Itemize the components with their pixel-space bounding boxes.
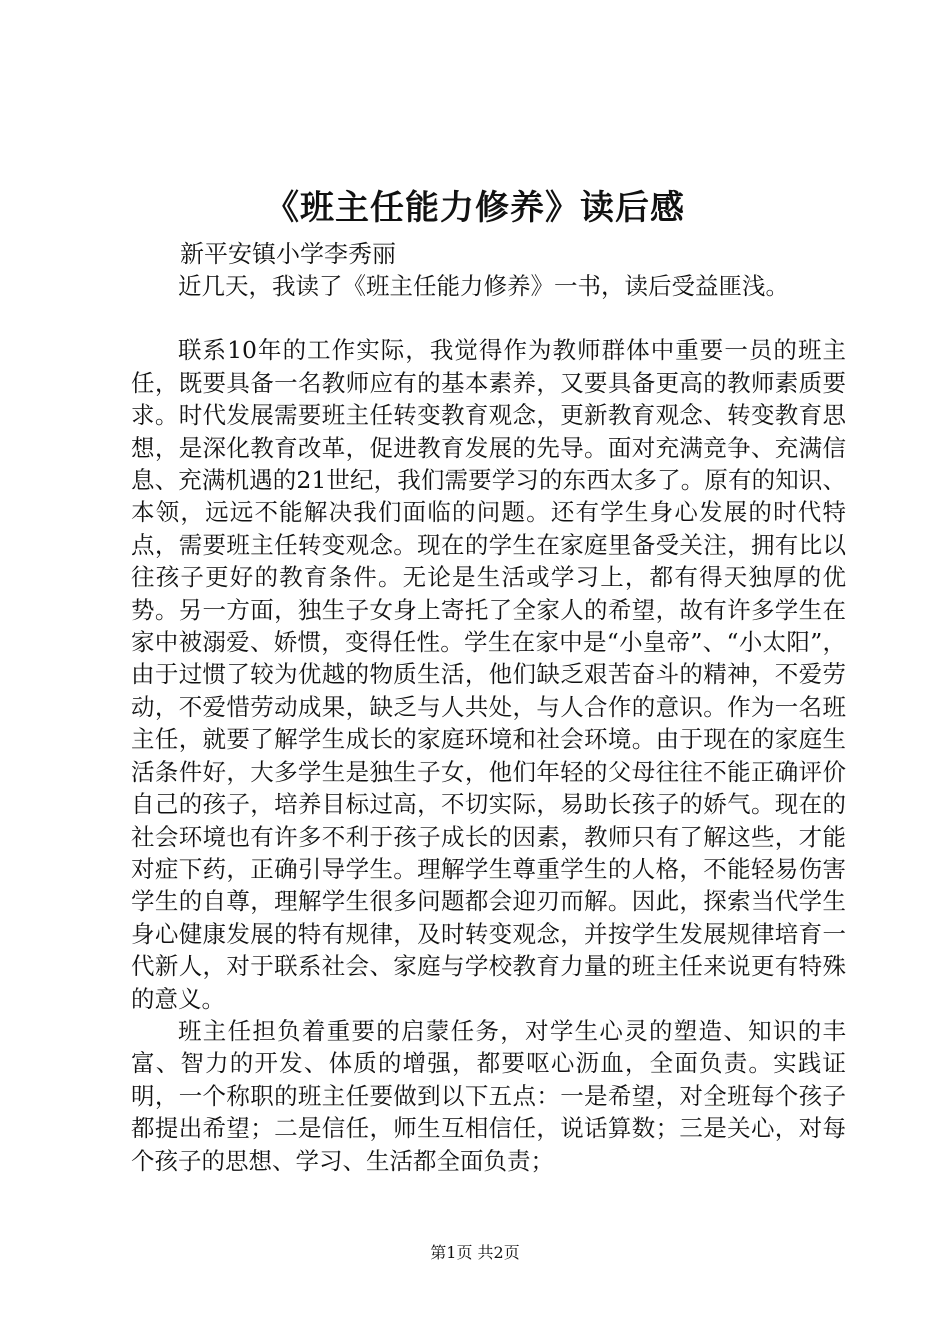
paragraph-main: 联系10年的工作实际，我觉得作为教师群体中重要一员的班主任，既要具备一名教师应有的基本素养，又要具备更高的教师素质要求。时代发展需要班主任转变教育观念，更新教育观念、转变教育思想，是深化教育改革，促进教育发展的先导。面对充满竞争、充满信息、充满机遇的21世纪，我们需要学习的东西太多了。原有的知识、本领，远远不能解决我们面临的问题。还有学生身心发展的时代特点，需要班主任转变观念。现在的学生在家庭里备受关注，拥有比以往孩子更好的教育条件。无论是生活或学习上，都有得天独厚的优势。另一方面，独生子女身上寄托了全家人的希望，故有许多学生在家中被溺爱、娇惯，变得任性。学生在家中是“小皇帝”、“小太阳”，由于过惯了较为优越的物质生活，他们缺乏艰苦奋斗的精神，不爱劳动，不爱惜劳动成果，缺乏与人共处，与人合作的意识。作为一名班主任，就要了解学生成长的家庭环境和社会环境。由于现在的家庭生活条件好，大多学生是独生子女，他们年轻的父母往往不能正确评价自己的孩子，培养目标过高，不切实际，易助长孩子的娇气。现在的社会环境也有许多不利于孩子成长的因素，教师只有了解这些，才能对症下药，正确引导学生。理解学生尊重学生的人格，不能轻易伤害学生的自尊，理解学生很多问题都会迎刃而解。因此，探索当代学生身心健康发展的特有规律，及时转变观念，并按学生发展规律培育一代新人，对于联系社会、家庭与学校教育力量的班主任来说更有特殊的意义。: [131, 336, 846, 1013]
paragraph-duties: 班主任担负着重要的启蒙任务，对学生心灵的塑造、知识的丰富、智力的开发、体质的增强，都要呕心沥血，全面负责。实践证明，一个称职的班主任要做到以下五点：一是希望，对全班每个孩子都提出希望；二是信任，师生互相信任，说话算数；三是关心，对每个孩子的思想、学习、生活都全面负责；: [131, 1016, 846, 1175]
paragraph-intro: 近几天，我读了《班主任能力修养》一书，读后受益匪浅。: [178, 272, 789, 300]
document-body: [131, 270, 846, 1177]
author-line: 新平安镇小学李秀丽: [180, 240, 396, 268]
page-number-footer: 第1页 共2页: [430, 1243, 520, 1262]
document-title: 《班主任能力修养》读后感: [265, 188, 685, 228]
